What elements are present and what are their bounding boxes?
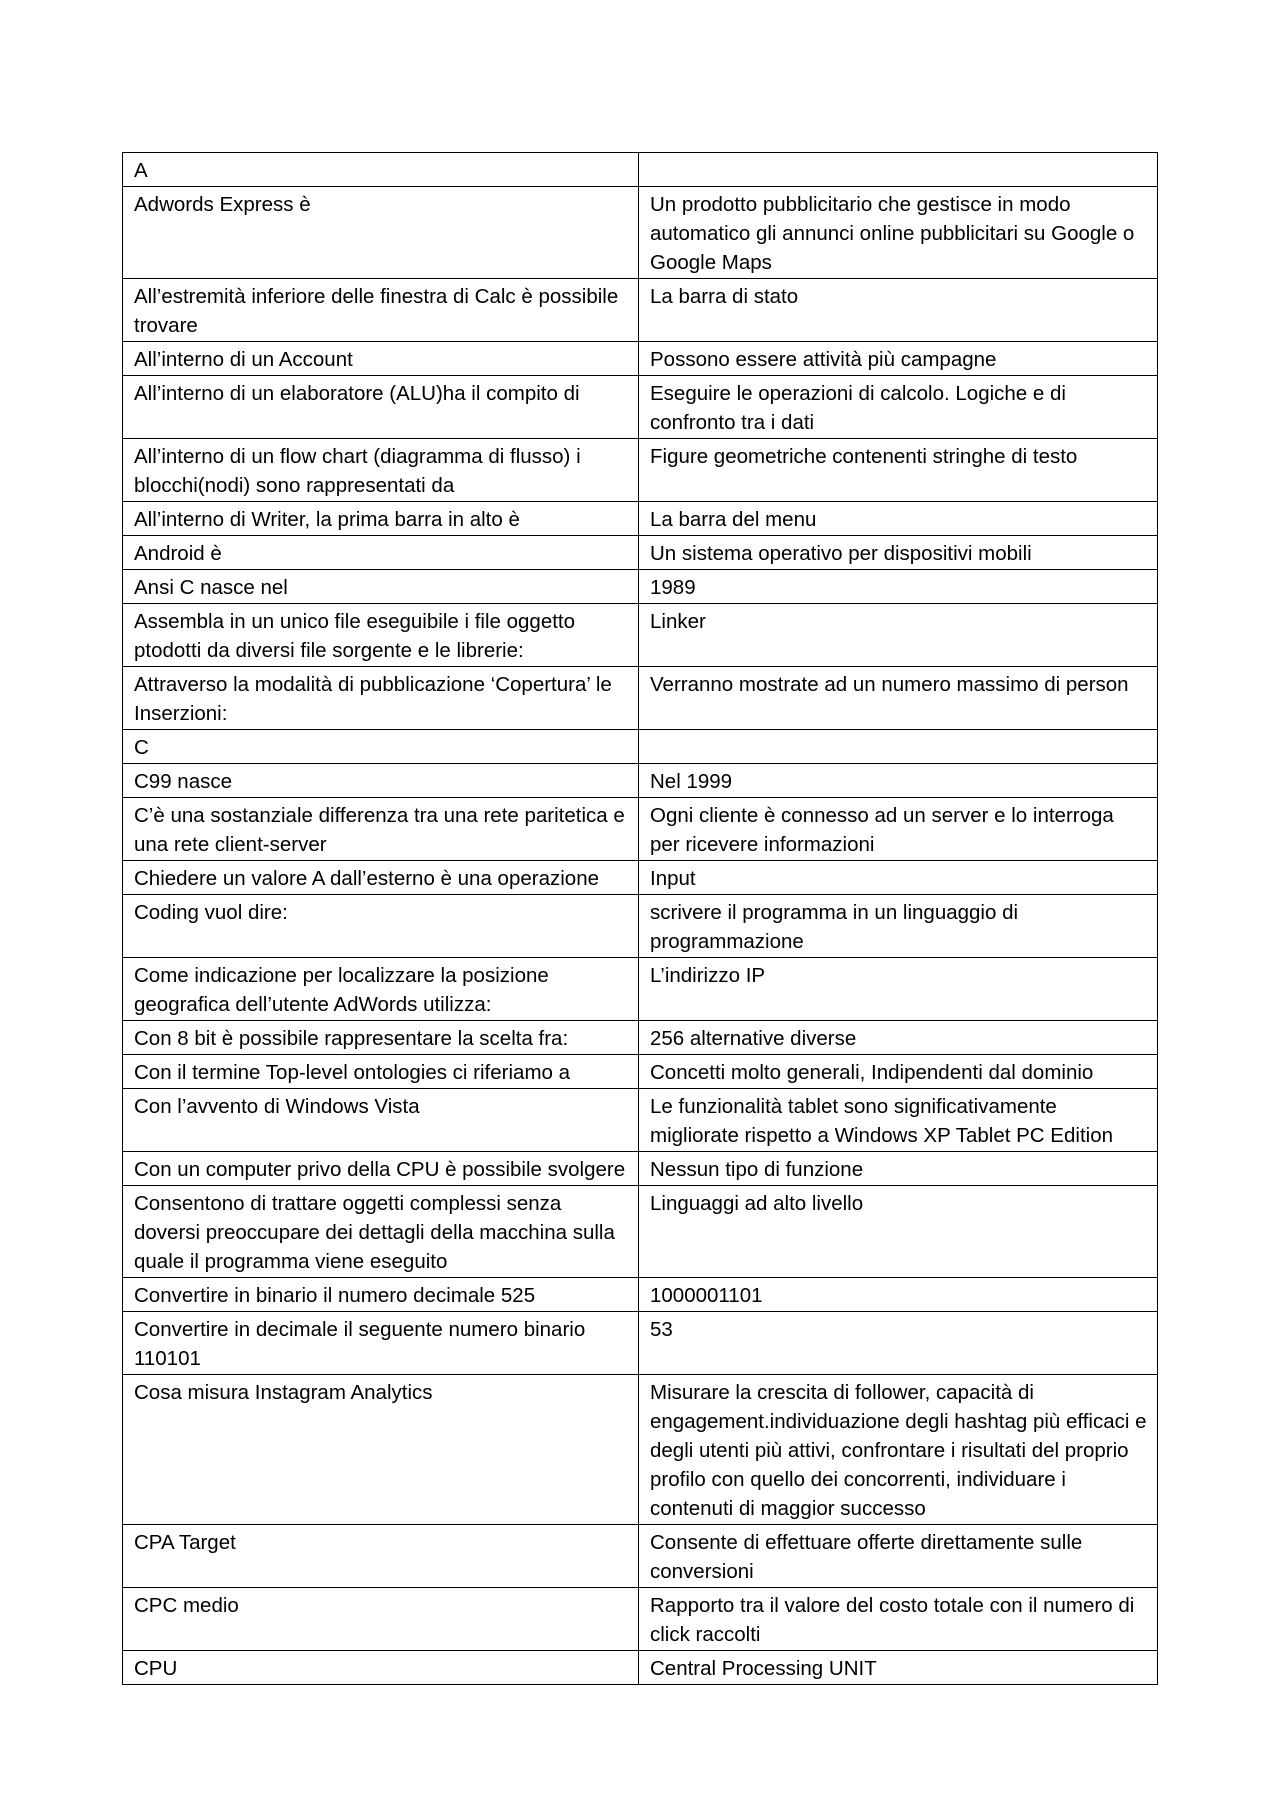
table-row — [123, 1312, 1158, 1375]
question-cell: All’interno di Writer, la prima barra in alto è — [123, 502, 639, 536]
answer-cell: Central Processing UNIT — [639, 1651, 1158, 1685]
table-row — [123, 604, 1158, 667]
question-cell: Coding vuol dire: — [123, 895, 639, 958]
question-cell: Con 8 bit è possibile rappresentare la scelta fra: — [123, 1021, 639, 1055]
qa-table — [122, 152, 1158, 1685]
question-cell: Con il termine Top-level ontologies ci riferiamo a — [123, 1055, 639, 1089]
table-row — [123, 570, 1158, 604]
table-row — [123, 536, 1158, 570]
answer-cell: Eseguire le operazioni di calcolo. Logiche e di confronto tra i dati — [639, 376, 1158, 439]
question-cell: Consentono di trattare oggetti complessi senza doversi preoccupare dei dettagli della macchina sulla quale il programma viene eseguito — [123, 1186, 639, 1278]
question-cell: Ansi C nasce nel — [123, 570, 639, 604]
question-cell: Chiedere un valore A dall’esterno è una operazione — [123, 861, 639, 895]
section-empty-cell — [639, 153, 1158, 187]
answer-cell: 1000001101 — [639, 1278, 1158, 1312]
section-letter: C — [123, 730, 639, 764]
table-row — [123, 1525, 1158, 1588]
table-row — [123, 861, 1158, 895]
table-row — [123, 1588, 1158, 1651]
answer-cell: scrivere il programma in un linguaggio di programmazione — [639, 895, 1158, 958]
question-cell: Android è — [123, 536, 639, 570]
section-empty-cell — [639, 730, 1158, 764]
question-cell: All’interno di un flow chart (diagramma di flusso) i blocchi(nodi) sono rappresentati da — [123, 439, 639, 502]
question-cell: All’estremità inferiore delle finestra di Calc è possibile trovare — [123, 279, 639, 342]
section-letter: A — [123, 153, 639, 187]
answer-cell: Possono essere attività più campagne — [639, 342, 1158, 376]
answer-cell: Consente di effettuare offerte direttamente sulle conversioni — [639, 1525, 1158, 1588]
answer-cell: 1989 — [639, 570, 1158, 604]
question-cell: C99 nasce — [123, 764, 639, 798]
answer-cell: Nessun tipo di funzione — [639, 1152, 1158, 1186]
question-cell: Con l’avvento di Windows Vista — [123, 1089, 639, 1152]
document-page — [122, 152, 1157, 1685]
answer-cell: Un sistema operativo per dispositivi mobili — [639, 536, 1158, 570]
table-row — [123, 798, 1158, 861]
question-cell: Come indicazione per localizzare la posizione geografica dell’utente AdWords utilizza: — [123, 958, 639, 1021]
table-row — [123, 895, 1158, 958]
answer-cell: La barra di stato — [639, 279, 1158, 342]
answer-cell: L’indirizzo IP — [639, 958, 1158, 1021]
question-cell: Attraverso la modalità di pubblicazione ‘Copertura’ le Inserzioni: — [123, 667, 639, 730]
answer-cell: Linguaggi ad alto livello — [639, 1186, 1158, 1278]
question-cell: CPC medio — [123, 1588, 639, 1651]
question-cell: CPA Target — [123, 1525, 639, 1588]
answer-cell: Figure geometriche contenenti stringhe di testo — [639, 439, 1158, 502]
answer-cell: Un prodotto pubblicitario che gestisce in modo automatico gli annunci online pubblicitari su Google o Google Maps — [639, 187, 1158, 279]
answer-cell: Input — [639, 861, 1158, 895]
question-cell: C’è una sostanziale differenza tra una rete paritetica e una rete client-server — [123, 798, 639, 861]
question-cell: CPU — [123, 1651, 639, 1685]
answer-cell: Concetti molto generali, Indipendenti dal dominio — [639, 1055, 1158, 1089]
table-row — [123, 1278, 1158, 1312]
question-cell: Adwords Express è — [123, 187, 639, 279]
question-cell: Convertire in binario il numero decimale 525 — [123, 1278, 639, 1312]
answer-cell: Linker — [639, 604, 1158, 667]
table-row — [123, 1152, 1158, 1186]
question-cell: All’interno di un elaboratore (ALU)ha il compito di — [123, 376, 639, 439]
section-row — [123, 153, 1158, 187]
question-cell: Con un computer privo della CPU è possibile svolgere — [123, 1152, 639, 1186]
table-row — [123, 667, 1158, 730]
table-row — [123, 187, 1158, 279]
table-row — [123, 342, 1158, 376]
table-row — [123, 1651, 1158, 1685]
table-row — [123, 502, 1158, 536]
table-row — [123, 1055, 1158, 1089]
table-row — [123, 1089, 1158, 1152]
qa-table-body — [123, 153, 1158, 1685]
answer-cell: 256 alternative diverse — [639, 1021, 1158, 1055]
answer-cell: 53 — [639, 1312, 1158, 1375]
answer-cell: Misurare la crescita di follower, capacità di engagement.individuazione degli hashtag più efficaci e degli utenti più attivi, confrontare i risultati del proprio profilo con quello dei concorrenti, individuare i contenuti di maggior successo — [639, 1375, 1158, 1525]
answer-cell: Nel 1999 — [639, 764, 1158, 798]
table-row — [123, 279, 1158, 342]
table-row — [123, 958, 1158, 1021]
question-cell: Cosa misura Instagram Analytics — [123, 1375, 639, 1525]
table-row — [123, 376, 1158, 439]
table-row — [123, 439, 1158, 502]
table-row — [123, 1375, 1158, 1525]
table-row — [123, 764, 1158, 798]
table-row — [123, 1021, 1158, 1055]
section-row — [123, 730, 1158, 764]
answer-cell: Le funzionalità tablet sono significativamente migliorate rispetto a Windows XP Tablet PC Edition — [639, 1089, 1158, 1152]
question-cell: Assembla in un unico file eseguibile i file oggetto ptodotti da diversi file sorgente e le librerie: — [123, 604, 639, 667]
answer-cell: Verranno mostrate ad un numero massimo di person — [639, 667, 1158, 730]
table-row — [123, 1186, 1158, 1278]
answer-cell: La barra del menu — [639, 502, 1158, 536]
question-cell: Convertire in decimale il seguente numero binario 110101 — [123, 1312, 639, 1375]
answer-cell: Rapporto tra il valore del costo totale con il numero di click raccolti — [639, 1588, 1158, 1651]
question-cell: All’interno di un Account — [123, 342, 639, 376]
answer-cell: Ogni cliente è connesso ad un server e lo interroga per ricevere informazioni — [639, 798, 1158, 861]
